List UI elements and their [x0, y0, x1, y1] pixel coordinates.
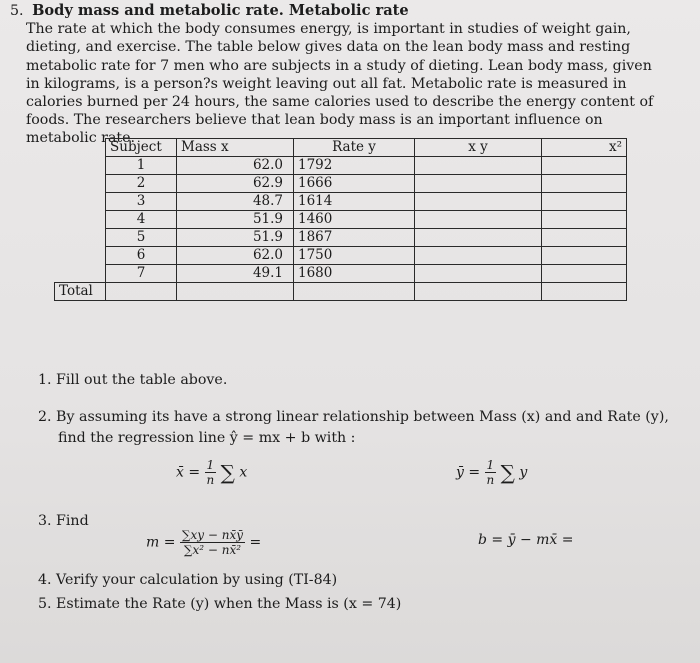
ybar-variable: y [519, 464, 528, 481]
header-subject: Subject [106, 139, 177, 157]
x-squared-cell[interactable] [542, 265, 627, 283]
total-subject-cell [106, 283, 177, 301]
question-3: 3. Find [38, 513, 89, 529]
x-squared-cell[interactable] [542, 157, 627, 175]
mass-cell: 48.7 [177, 193, 294, 211]
mass-cell: 62.0 [177, 247, 294, 265]
problem-text: The rate at which the body consumes energy, is important in studies of weight gain, dieting, and exercise. The table below gives data on the lean body mass and resting metabolic rate for 7 men who are subjects in a study of dieting. Lean body mass, given in kilograms, is a person?s weight leaving out all fat. Metabolic rate is measured in calories burned per 24 hours, the same calories used to describe the energy content of foods. The researchers believe that lean body mass is an important influence on metabolic rate. [26, 21, 654, 147]
one-over-n-fraction: $\frac{1}{n}$ [486, 458, 495, 487]
blank-cell [55, 139, 106, 157]
intercept-formula: b = ȳ − mx̄ = [478, 532, 574, 548]
total-label: Total [55, 283, 106, 301]
slope-lhs: m = [146, 534, 176, 551]
xy-cell[interactable] [415, 211, 542, 229]
subject-cell: 2 [106, 175, 177, 193]
xbar-lhs: x̄ = [176, 464, 201, 481]
table-row [55, 175, 627, 193]
x-squared-cell[interactable] [542, 211, 627, 229]
total-rate-cell[interactable] [294, 283, 415, 301]
header-x-squared: x² [542, 139, 627, 157]
sum-symbol: ∑ [500, 460, 515, 485]
ybar-formula [456, 458, 527, 487]
mass-cell: 51.9 [177, 211, 294, 229]
total-x-squared-cell[interactable] [542, 283, 627, 301]
table-total-row [55, 283, 627, 301]
mass-cell: 62.9 [177, 175, 294, 193]
problem-title: Body mass and metabolic rate. Metabolic rate [32, 2, 409, 19]
table-row [55, 211, 627, 229]
xy-cell[interactable] [415, 157, 542, 175]
mass-cell: 62.0 [177, 157, 294, 175]
subject-cell: 3 [106, 193, 177, 211]
total-mass-cell[interactable] [177, 283, 294, 301]
slope-numerator: ∑xy − nx̄ȳ [181, 528, 243, 542]
x-squared-cell[interactable] [542, 193, 627, 211]
data-table [54, 138, 627, 301]
table-row [55, 229, 627, 247]
slope-fraction [180, 528, 245, 557]
mass-cell: 51.9 [177, 229, 294, 247]
rate-cell: 1750 [294, 247, 415, 265]
xy-cell[interactable] [415, 229, 542, 247]
xy-cell[interactable] [415, 247, 542, 265]
xbar-formula [176, 458, 247, 487]
mass-cell: 49.1 [177, 265, 294, 283]
subject-cell: 4 [106, 211, 177, 229]
rate-cell: 1666 [294, 175, 415, 193]
total-xy-cell[interactable] [415, 283, 542, 301]
header-rate: Rate y [294, 139, 415, 157]
rate-cell: 1460 [294, 211, 415, 229]
one-over-n-fraction: $\frac{1}{n}$ [206, 458, 215, 487]
table-row [55, 247, 627, 265]
subject-cell: 1 [106, 157, 177, 175]
subject-cell: 7 [106, 265, 177, 283]
sum-symbol: ∑ [220, 460, 235, 485]
question-1: 1. Fill out the table above. [38, 372, 228, 388]
question-2-line-1: 2. By assuming its have a strong linear relationship between Mass (x) and and Rate (y), [38, 409, 669, 425]
ybar-lhs: ȳ = [456, 464, 481, 481]
x-squared-cell[interactable] [542, 247, 627, 265]
header-mass: Mass x [177, 139, 294, 157]
subject-cell: 6 [106, 247, 177, 265]
problem-statement [10, 2, 660, 148]
rate-cell: 1614 [294, 193, 415, 211]
xy-cell[interactable] [415, 175, 542, 193]
slope-equals: = [249, 534, 262, 551]
slope-formula [146, 528, 261, 557]
table-row [55, 265, 627, 283]
slope-denominator: ∑x² − nx̄² [183, 543, 242, 557]
table-header-row [55, 139, 627, 157]
x-squared-cell[interactable] [542, 229, 627, 247]
subject-cell: 5 [106, 229, 177, 247]
rate-cell: 1867 [294, 229, 415, 247]
table-row [55, 193, 627, 211]
question-5: 5. Estimate the Rate (y) when the Mass is (x = 74) [38, 596, 402, 612]
rate-cell: 1792 [294, 157, 415, 175]
xy-cell[interactable] [415, 265, 542, 283]
table-row [55, 157, 627, 175]
question-2-line-2: find the regression line ŷ = mx + b with : [58, 430, 356, 446]
header-xy: x y [415, 139, 542, 157]
x-squared-cell[interactable] [542, 175, 627, 193]
rate-cell: 1680 [294, 265, 415, 283]
problem-number: 5. [10, 3, 24, 19]
xy-cell[interactable] [415, 193, 542, 211]
xbar-variable: x [239, 464, 248, 481]
question-4: 4. Verify your calculation by using (TI-84) [38, 572, 338, 588]
